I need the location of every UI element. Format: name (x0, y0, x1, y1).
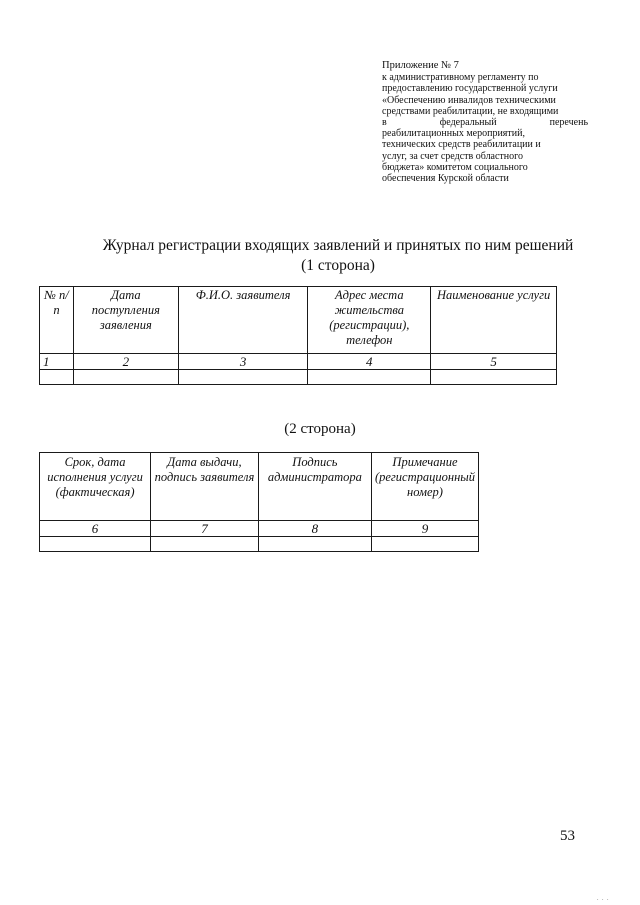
table-cell (151, 537, 259, 552)
column-number: 4 (308, 354, 431, 370)
appendix-word: в (382, 117, 387, 129)
column-number: 9 (371, 521, 478, 537)
column-number: 7 (151, 521, 259, 537)
table-header-row (40, 453, 479, 521)
column-number: 2 (73, 354, 178, 370)
table-cell (258, 537, 371, 552)
table-row (40, 370, 557, 385)
appendix-line: средствами реабилитации, не входящими (382, 105, 559, 117)
table-cell (73, 370, 178, 385)
appendix-line: услуг, за счет средств областного (382, 150, 524, 162)
column-number: 5 (431, 354, 557, 370)
header-cell-admin-signature: Подпись администратора (258, 453, 371, 521)
side-2-label: (2 сторона) (284, 421, 356, 437)
page-number: 53 (560, 828, 575, 844)
table-cell (308, 370, 431, 385)
appendix-justified-text (382, 117, 588, 128)
appendix-line: реабилитационных мероприятий, (382, 128, 525, 140)
column-number: 6 (40, 521, 151, 537)
appendix-line: к административному регламенту по (382, 72, 539, 84)
journal-table-side-2 (39, 452, 479, 552)
appendix-line: «Обеспечению инвалидов техническими (382, 94, 556, 106)
journal-table-side-1 (39, 286, 557, 385)
scan-mark: . . . (597, 896, 610, 902)
table-cell (40, 537, 151, 552)
table-cell (431, 370, 557, 385)
header-cell-number: № п/п (40, 287, 74, 354)
header-cell-applicant-name: Ф.И.О. заявителя (178, 287, 308, 354)
appendix-line: Приложение № 7 (382, 60, 459, 71)
table-column-number-row (40, 521, 479, 537)
table-row (40, 537, 479, 552)
table-cell (40, 370, 74, 385)
journal-title (40, 236, 636, 276)
header-cell-execution-date: Срок, дата исполнения услуги (фактическая) (40, 453, 151, 521)
column-number: 3 (178, 354, 308, 370)
table-cell (178, 370, 308, 385)
column-number: 8 (258, 521, 371, 537)
table-column-number-row (40, 354, 557, 370)
table-cell (371, 537, 478, 552)
column-number: 1 (40, 354, 74, 370)
appendix-line (382, 117, 588, 128)
table-header-row (40, 287, 557, 354)
header-cell-issue-date: Дата выдачи, подпись заявителя (151, 453, 259, 521)
header-cell-note: Примечание (регистрационный номер) (371, 453, 478, 521)
side-1-label: (1 сторона) (301, 257, 375, 274)
header-cell-service-name: Наименование услуги (431, 287, 557, 354)
header-cell-address: Адрес места жительства (регистрации), телефон (308, 287, 431, 354)
appendix-line: предоставлению государственной услуги (382, 83, 558, 95)
appendix-word: перечень (549, 117, 588, 129)
appendix-word: федеральный (439, 117, 497, 129)
header-cell-receipt-date: Дата поступления заявления (73, 287, 178, 354)
appendix-line: технических средств реабилитации и (382, 139, 541, 151)
appendix-header (382, 60, 588, 184)
appendix-line: обеспечения Курской области (382, 173, 509, 185)
appendix-line: бюджета» комитетом социального (382, 161, 528, 173)
journal-title-main: Журнал регистрации входящих заявлений и принятых по ним решений (102, 237, 574, 254)
